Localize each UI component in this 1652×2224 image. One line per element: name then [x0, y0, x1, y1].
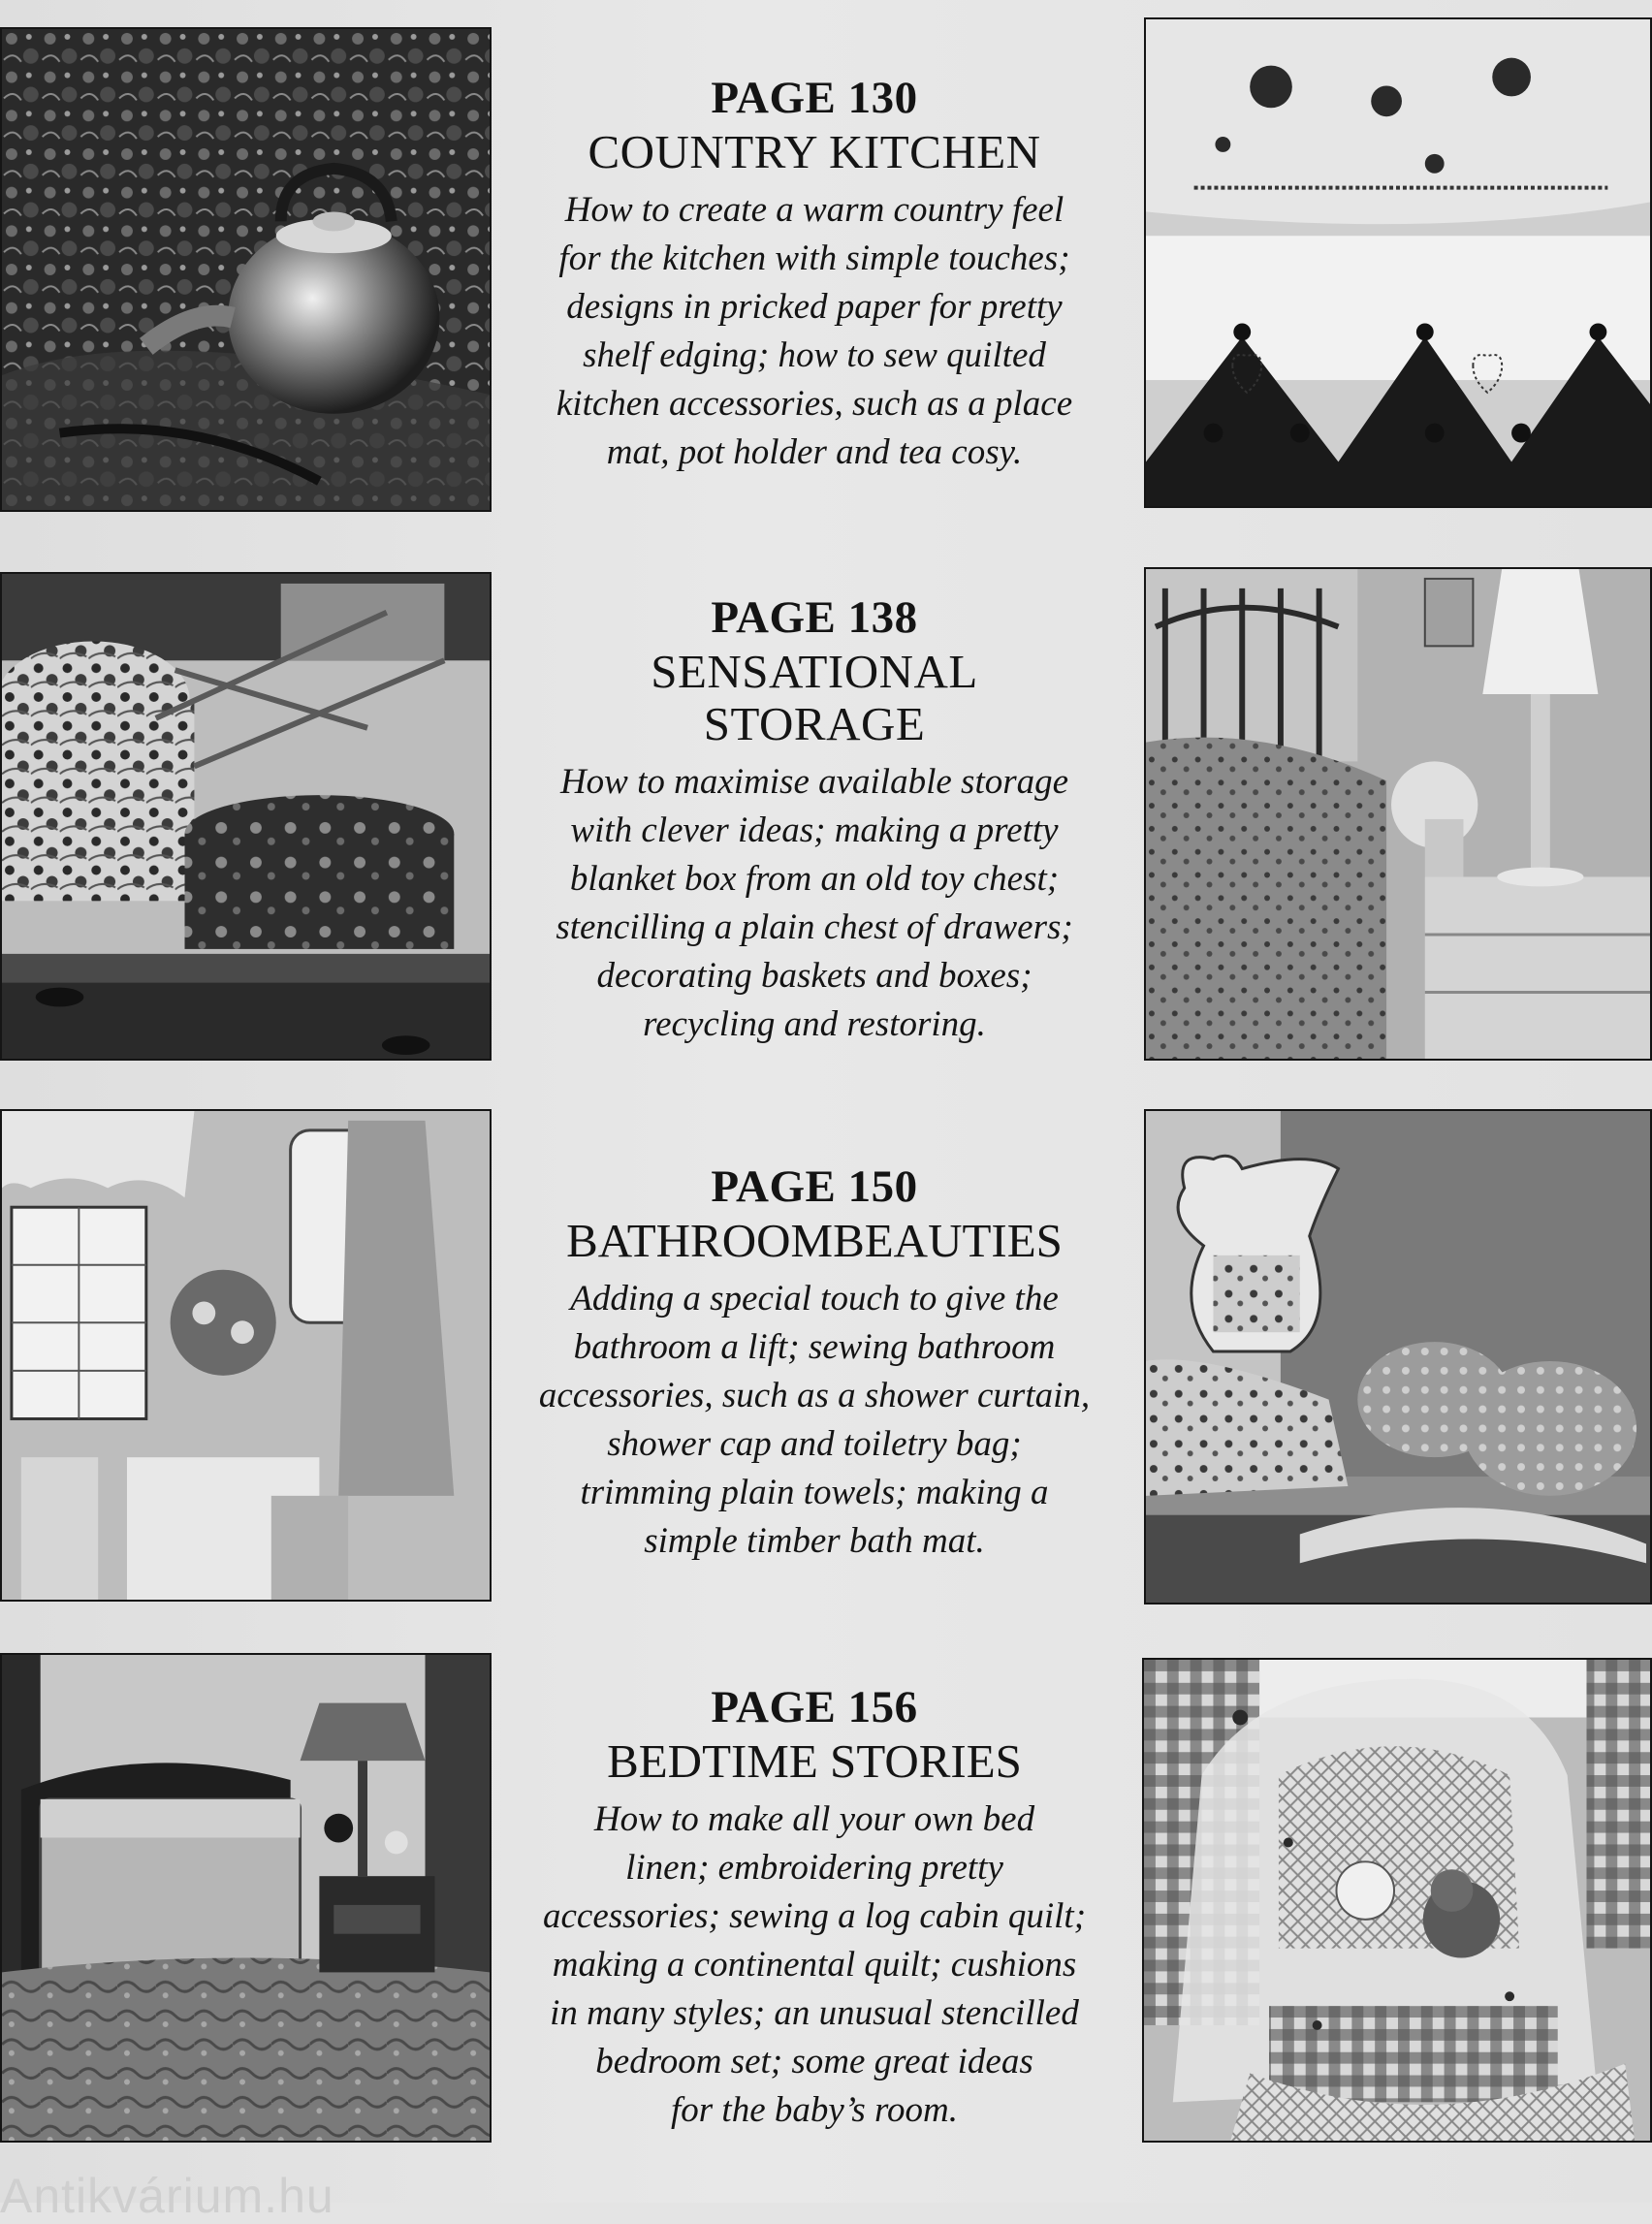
description-line: kitchen accessories, such as a place — [556, 384, 1073, 424]
section-title-line: STORAGE — [703, 697, 926, 750]
section-title-line: BEDTIME STORIES — [607, 1734, 1022, 1788]
page-number: PAGE 150 — [711, 1161, 918, 1212]
description-line: for the kitchen with simple touches; — [558, 238, 1070, 278]
section-bathroom-beauties — [524, 1159, 1105, 1566]
section-description — [524, 758, 1105, 1049]
description-line: recycling and restoring. — [643, 1004, 986, 1044]
description-line: How to create a warm country feel — [564, 190, 1064, 230]
photo-baby-bassinet — [1142, 1658, 1652, 2143]
photo-pricked-paper-shelf-edging — [1144, 17, 1652, 508]
description-line: decorating baskets and boxes; — [596, 956, 1032, 996]
description-line: linen; embroidering pretty — [625, 1848, 1003, 1888]
section-title-line: BATHROOMBEAUTIES — [566, 1214, 1063, 1267]
section-title — [524, 1735, 1105, 1788]
section-description — [524, 1795, 1105, 2135]
photo-bedroom-bed-linen — [0, 1653, 492, 2143]
description-line: stencilling a plain chest of drawers; — [556, 907, 1073, 947]
description-line: simple timber bath mat. — [644, 1521, 985, 1561]
description-line: How to maximise available storage — [559, 762, 1069, 802]
description-line: How to make all your own bed — [593, 1799, 1035, 1839]
description-line: bathroom a lift; sewing bathroom — [573, 1327, 1056, 1367]
description-line: Adding a special touch to give the — [570, 1279, 1059, 1319]
description-line: shower cap and toiletry bag; — [607, 1424, 1022, 1464]
section-title-line: SENSATIONAL — [651, 645, 978, 698]
description-line: mat, pot holder and tea cosy. — [606, 432, 1023, 472]
description-line: for the baby’s room. — [671, 2090, 958, 2130]
photo-kettle-on-quilted-cloth — [0, 27, 492, 512]
section-title — [524, 646, 1105, 750]
description-line: trimming plain towels; making a — [580, 1473, 1049, 1512]
photo-bed-and-nightstand — [1144, 567, 1652, 1061]
photo-jug-and-bath-accessories — [1144, 1109, 1652, 1604]
page-number: PAGE 138 — [711, 592, 918, 643]
description-line: designs in pricked paper for pretty — [566, 287, 1063, 327]
section-description — [524, 186, 1105, 477]
page-number: PAGE 130 — [711, 73, 918, 123]
section-title-line: COUNTRY KITCHEN — [588, 125, 1041, 178]
photo-storage-boxes-and-flowers — [0, 572, 492, 1061]
section-title — [524, 126, 1105, 178]
description-line: bedroom set; some great ideas — [595, 2042, 1033, 2081]
photo-bathroom-with-towels — [0, 1109, 492, 1602]
description-line: in many styles; an unusual stencilled — [550, 1993, 1079, 2033]
description-line: making a continental quilt; cushions — [552, 1945, 1077, 1985]
description-line: blanket box from an old toy chest; — [569, 859, 1060, 899]
section-sensational-storage — [524, 589, 1105, 1049]
section-title — [524, 1215, 1105, 1267]
watermark-text: Antikvárium.hu — [0, 2169, 334, 2223]
description-line: shelf edging; how to sew quilted — [583, 335, 1046, 375]
description-line: accessories; sewing a log cabin quilt; — [542, 1896, 1087, 1936]
section-bedtime-stories — [524, 1679, 1105, 2135]
section-description — [524, 1275, 1105, 1566]
page-number: PAGE 156 — [711, 1682, 918, 1732]
description-line: accessories, such as a shower curtain, — [538, 1376, 1091, 1415]
description-line: with clever ideas; making a pretty — [570, 810, 1059, 850]
section-country-kitchen — [524, 70, 1105, 477]
